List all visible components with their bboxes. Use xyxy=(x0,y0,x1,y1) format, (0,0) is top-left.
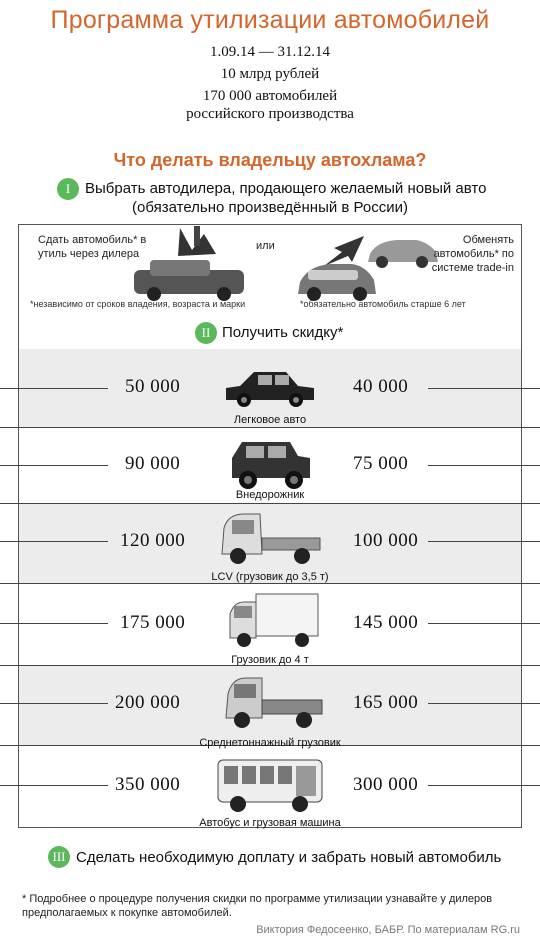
tradein-discount: 300 000 xyxy=(353,774,419,795)
row-separator xyxy=(0,583,540,584)
step-1-note: (обязательно произведённый в России) xyxy=(132,199,408,216)
price-guide-line xyxy=(0,623,108,624)
price-guide-line xyxy=(0,541,108,542)
tradein-discount: 145 000 xyxy=(353,612,419,633)
box-truck-icon xyxy=(226,590,322,652)
option-or: или xyxy=(256,240,275,252)
price-guide-line xyxy=(428,785,540,786)
page-title: Программа утилизации автомобилей xyxy=(50,6,490,34)
recycle-discount: 175 000 xyxy=(120,612,186,633)
program-period: 1.09.14 — 31.12.14 xyxy=(210,44,330,60)
price-guide-line xyxy=(428,623,540,624)
recycle-discount: 350 000 xyxy=(115,774,181,795)
question-heading: Что делать владельцу автохлама? xyxy=(113,150,427,170)
step-2-badge: II xyxy=(195,322,217,344)
option-tradein-note: *обязательно автомобиль старше 6 лет xyxy=(300,299,466,309)
row-separator xyxy=(0,503,540,504)
light-truck-icon xyxy=(218,510,324,568)
vehicle-label: Внедорожник xyxy=(235,489,305,501)
price-guide-line xyxy=(0,465,108,466)
program-budget: 10 млрд рублей xyxy=(220,66,320,82)
recycle-discount: 200 000 xyxy=(115,692,181,713)
recycle-discount: 120 000 xyxy=(120,530,186,551)
price-guide-line xyxy=(0,703,108,704)
price-guide-line xyxy=(428,703,540,704)
bus-icon xyxy=(214,754,326,816)
program-cars-count: 170 000 автомобилей xyxy=(202,88,338,104)
option-recycle-label: Сдать автомобиль* в утиль через дилера xyxy=(38,234,147,260)
price-guide-line xyxy=(428,465,540,466)
footnote: * Подробнее о процедуре получения скидки по программе утилизации узнавайте у дилеров предполагаемых к покупке автомобилей. xyxy=(22,893,493,919)
suv-icon xyxy=(228,436,314,490)
vehicle-label: Легковое авто xyxy=(233,414,307,426)
option-tradein-label: Обменять автомобиль* по системе trade-in xyxy=(431,234,514,274)
step-1-text: Выбрать автодилера, продающего желаемый новый авто xyxy=(85,180,487,197)
price-guide-line xyxy=(428,541,540,542)
tradein-discount: 75 000 xyxy=(353,453,409,474)
tradein-discount: 100 000 xyxy=(353,530,419,551)
price-guide-line xyxy=(0,388,108,389)
row-separator xyxy=(0,427,540,428)
price-guide-line xyxy=(428,388,540,389)
step-3-badge: III xyxy=(48,846,70,868)
vehicle-label: Автобус и грузовая машина xyxy=(199,817,341,829)
credit: Виктория Федосеенко, БАБР. По материалам RG.ru xyxy=(256,924,520,936)
step-2-text: Получить скидку* xyxy=(222,324,344,341)
scrap-crusher-icon xyxy=(120,226,260,302)
recycle-discount: 50 000 xyxy=(125,376,181,397)
tradein-discount: 40 000 xyxy=(353,376,409,397)
sedan-icon xyxy=(222,362,318,410)
vehicle-label: Среднетоннажный грузовик xyxy=(199,737,341,749)
price-guide-line xyxy=(0,785,108,786)
program-cars-origin: российского производства xyxy=(186,106,354,122)
step-1-badge: I xyxy=(57,178,79,200)
step-3-text: Сделать необходимую доплату и забрать новый автомобиль xyxy=(76,849,502,866)
medium-truck-icon xyxy=(222,672,326,732)
tradein-discount: 165 000 xyxy=(353,692,419,713)
recycle-discount: 90 000 xyxy=(125,453,181,474)
vehicle-label: LCV (грузовик до 3,5 т) xyxy=(211,571,329,583)
vehicle-label: Грузовик до 4 т xyxy=(231,654,309,666)
option-recycle-note: *независимо от сроков владения, возраста и марки xyxy=(30,299,246,309)
